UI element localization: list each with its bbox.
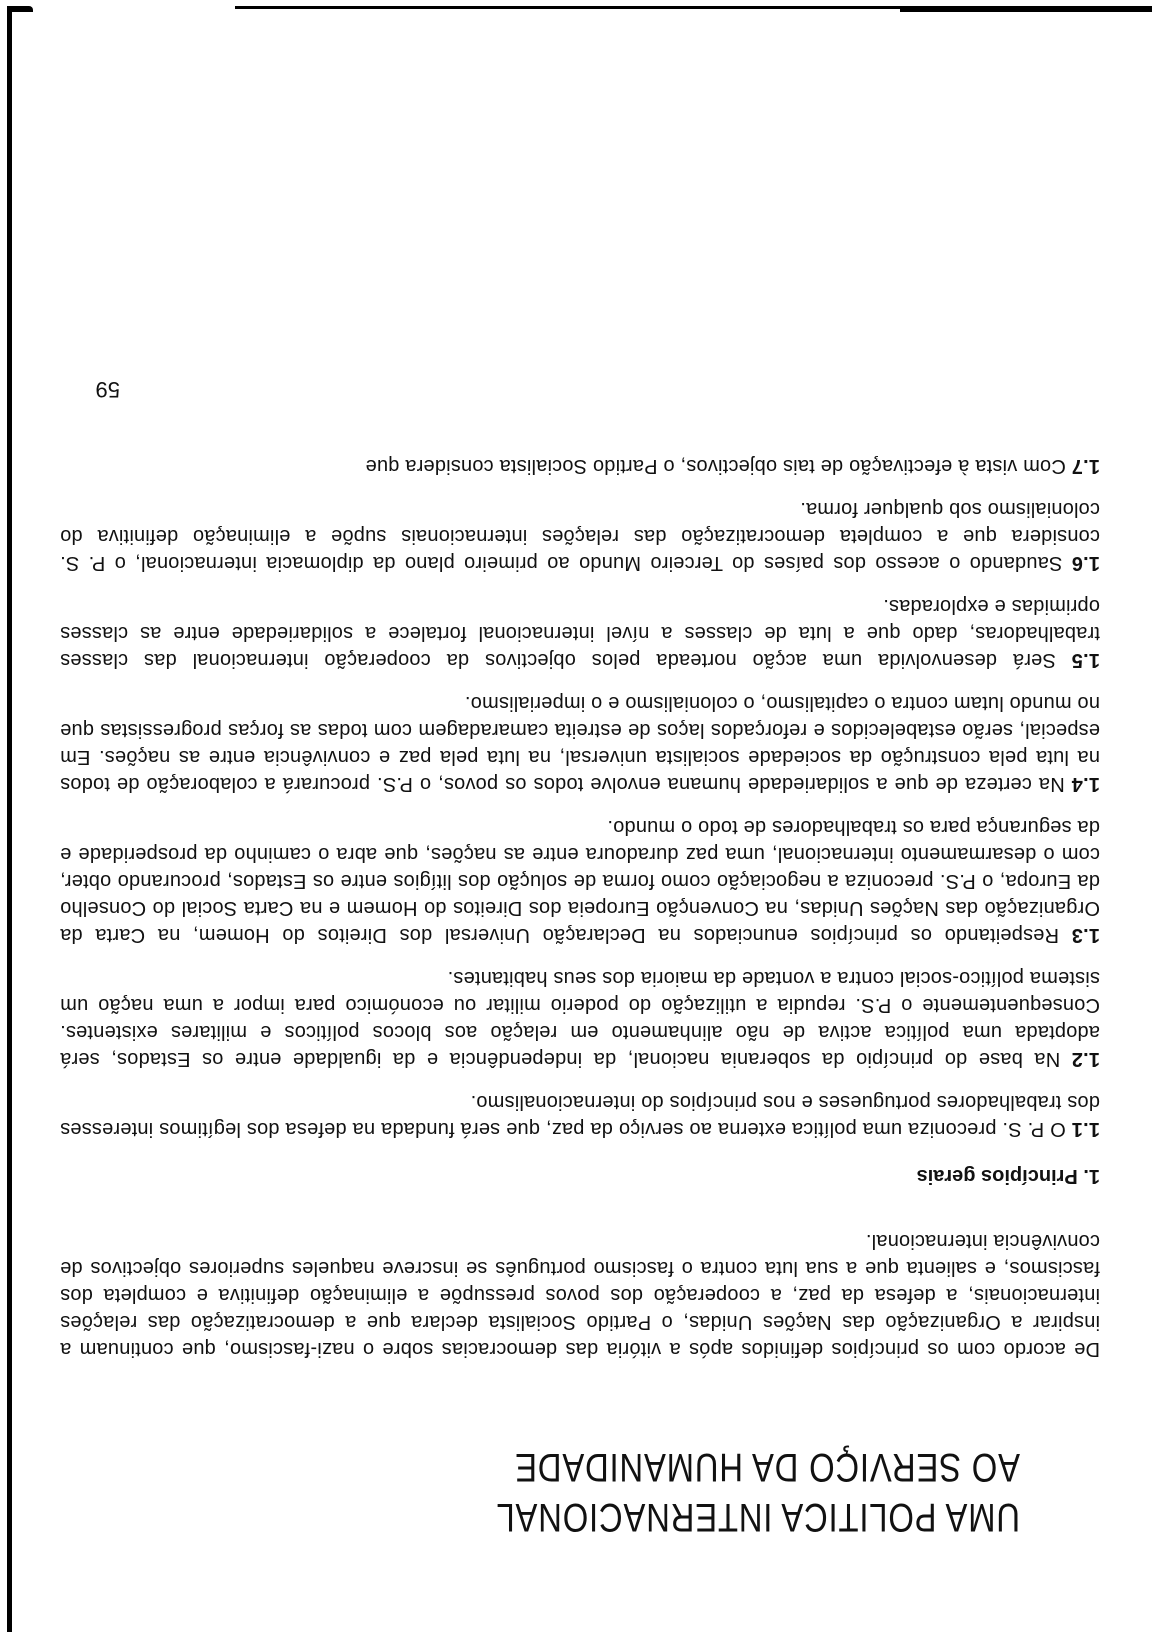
clause-number: 1.2 — [1071, 1048, 1100, 1070]
title-block — [60, 1362, 1100, 1542]
clause-text: Respeitando os princípios enunciados na Declaração Universal dos Direitos do Homem, na Carta da Organização das Nações Unidas, na Convenção Europeia dos Direitos do Homem e na Carta Social do Conselho da Europa, o P.S. preconiza a negociação como forma de solução dos litígios entre os Estados, procurando obter, com o desarmamento internacional, uma paz duradoura entre as nações, que abra o caminho da prosperidade e da segurança para os trabalhadores de todo o mundo. — [60, 816, 1100, 946]
clause-1-7 — [60, 452, 1100, 479]
clause-number: 1.7 — [1071, 455, 1100, 477]
clause-number: 1.1 — [1071, 1118, 1100, 1140]
clause-number: 1.3 — [1071, 924, 1100, 946]
page-number: 59 — [95, 377, 120, 402]
section-heading — [60, 1164, 1100, 1187]
clause-1-6 — [60, 495, 1100, 576]
section-title: Princípios gerais — [916, 1165, 1078, 1187]
page-content — [60, 376, 1100, 1542]
clause-number: 1.5 — [1071, 649, 1100, 671]
clause-text: O P. S. preconiza uma política externa ao serviço da paz, que será fundada na defesa dos legítimos interesses dos trabalhadores portugueses e nos princípios do internacionalismo. — [60, 1091, 1100, 1140]
clause-1-3 — [60, 813, 1100, 948]
clause-text: Com vista à efectivação de tais objectivos, o Partido Socialista considera que — [365, 455, 1066, 477]
clause-number: 1.4 — [1071, 773, 1100, 795]
intro-paragraph: De acordo com os princípios definidos após a vitória das democracias sobre o nazi-fascismo, que continuam a inspirar a Organização das Nações Unidas, o Partido Socialista declara que a democratização das relações internacionais, a defesa da paz, a cooperação dos povos pressupõe a eliminação definitiva e completa dos fascismos, e salienta que a sua luta contra o fascismo português se inscreve naqueles superiores objectivos de convivência internacional. — [60, 1230, 1100, 1360]
page-title-line-1: UMA POLITICA INTERNACIONAL — [495, 1495, 1020, 1539]
clause-text: Na base do princípio da soberania nacional, da independência e da igualdade entre os Estados, será adoptada uma política activa de não alinhamento em relação aos blocos políticos e militares existentes. Consequentemente o P.S. repudia a utilização do poderio militar ou económico para impor a uma nação um sistema político-social contra a vontade da maioria dos seus habitantes. — [60, 967, 1100, 1070]
clause-1-5 — [60, 592, 1100, 673]
clause-text: Saudando o acesso dos países do Terceiro Mundo ao primeiro plano da diplomacia internacional, o P. S. considera que a completa democratização das relações internacionais supõe a eliminação definitiva do colonialismo sob qualquer forma. — [60, 498, 1100, 574]
clause-1-4 — [60, 689, 1100, 797]
section-number: 1. — [1083, 1165, 1100, 1187]
clause-number: 1.6 — [1071, 552, 1100, 574]
clause-1-1 — [60, 1088, 1100, 1142]
page-title-line-2: AO SERVIÇO DA HUMANIDADE — [514, 1445, 1020, 1489]
clause-text: Será desenvolvida uma acção norteada pelos objectivos da cooperação internacional das classes trabalhadoras, dado que a luta de classes a nível internacional fortalece a solidariedade entre as classes oprimidas e exploradas. — [60, 595, 1100, 671]
clause-1-2 — [60, 964, 1100, 1072]
clause-text: Na certeza de que a solidariedade humana envolve todos os povos, o P.S. procurará a colaboração de todos na luta pela construção da sociedade socialista universal, na luta pela paz e convivência entre as nações. Em especial, serão estabelecidos e reforçados laços de estreita camaradagem com todas as forças progressistas que no mundo lutam contra o capitalismo, o colonialismo e o imperialismo. — [60, 692, 1100, 795]
